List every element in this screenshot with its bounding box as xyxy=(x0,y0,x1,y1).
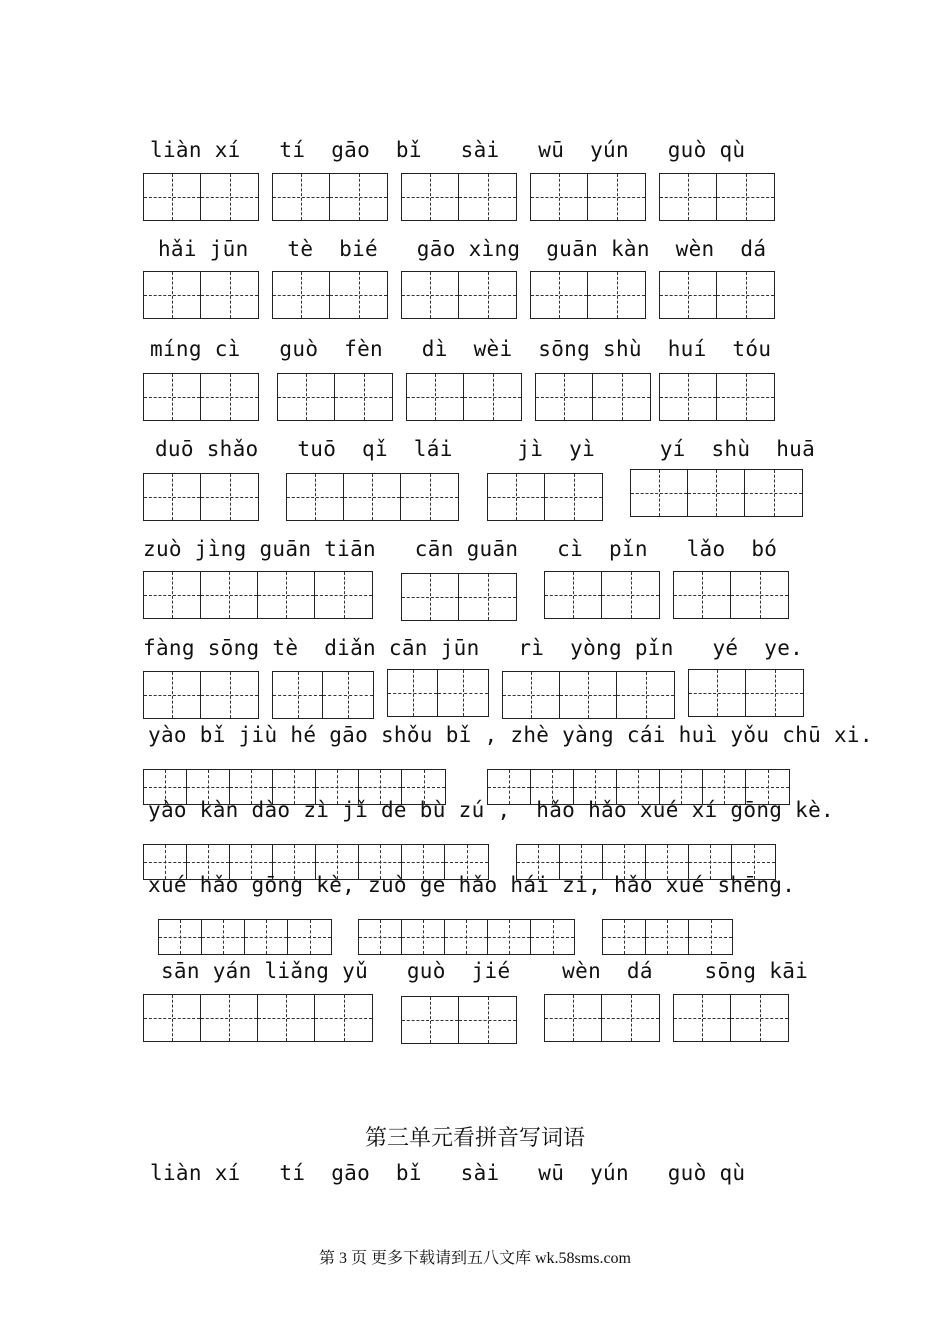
char-cell[interactable] xyxy=(689,670,746,716)
char-cell[interactable] xyxy=(602,995,659,1041)
char-cell[interactable] xyxy=(531,272,588,318)
char-cell[interactable] xyxy=(315,572,372,618)
char-cell[interactable] xyxy=(464,374,521,420)
char-cell[interactable] xyxy=(315,995,372,1041)
char-cell[interactable] xyxy=(401,474,458,520)
char-cell[interactable] xyxy=(330,272,387,318)
char-cell[interactable] xyxy=(258,572,315,618)
char-box-group[interactable] xyxy=(272,173,388,221)
char-box-group[interactable] xyxy=(688,669,804,717)
char-box-group[interactable] xyxy=(544,571,660,619)
char-cell[interactable] xyxy=(617,672,674,718)
char-cell[interactable] xyxy=(278,374,335,420)
char-cell[interactable] xyxy=(201,474,258,520)
char-box-group[interactable] xyxy=(143,571,373,619)
char-cell[interactable] xyxy=(459,574,516,620)
char-box-group[interactable] xyxy=(659,271,775,319)
char-box-group[interactable] xyxy=(673,994,789,1042)
char-box-group[interactable] xyxy=(158,919,332,955)
pinyin-row-4: duō shǎo tuō qǐ lái jì yì yí shù huā xyxy=(142,437,816,461)
char-cell[interactable] xyxy=(323,672,373,718)
pinyin-sentence-3: xué hǎo gōng kè, zuò ge hǎo hái zi, hǎo xué shēng. xyxy=(148,873,796,897)
char-cell[interactable] xyxy=(588,272,645,318)
char-cell[interactable] xyxy=(402,997,459,1043)
char-box-group[interactable] xyxy=(401,271,517,319)
pinyin-row-1: liàn xí tí gāo bǐ sài wū yún guò qù xyxy=(150,138,746,162)
char-box-group[interactable] xyxy=(143,373,259,421)
char-cell[interactable] xyxy=(144,672,201,718)
char-cell[interactable] xyxy=(459,997,516,1043)
char-cell[interactable] xyxy=(445,920,488,954)
char-cell[interactable] xyxy=(674,572,731,618)
char-cell[interactable] xyxy=(646,920,689,954)
pinyin-row-5: zuò jìng guān tiān cān guān cì pǐn lǎo bó xyxy=(143,537,778,561)
char-cell[interactable] xyxy=(688,470,745,516)
char-cell[interactable] xyxy=(402,174,459,220)
pinyin-sentence-2: yào kàn dào zì jǐ de bù zú , hǎo hǎo xué xí gōng kè. xyxy=(148,798,834,822)
char-cell[interactable] xyxy=(402,920,445,954)
char-cell[interactable] xyxy=(593,374,650,420)
char-cell[interactable] xyxy=(531,920,574,954)
pinyin-row-6: fàng sōng tè diǎn cān jūn rì yòng pǐn yé ye. xyxy=(143,636,804,660)
char-box-group[interactable] xyxy=(535,373,651,421)
char-cell[interactable] xyxy=(631,470,688,516)
char-box-group[interactable] xyxy=(358,919,575,955)
page-footer: 第 3 页 更多下载请到五八文库 wk.58sms.com xyxy=(318,1250,631,1267)
char-cell[interactable] xyxy=(201,995,258,1041)
char-cell[interactable] xyxy=(273,272,330,318)
char-box-group[interactable] xyxy=(143,671,259,719)
char-cell[interactable] xyxy=(407,374,464,420)
char-cell[interactable] xyxy=(603,920,646,954)
char-box-group[interactable] xyxy=(401,173,517,221)
char-cell[interactable] xyxy=(201,572,258,618)
char-cell[interactable] xyxy=(201,672,258,718)
char-box-group[interactable] xyxy=(406,373,522,421)
char-box-group[interactable] xyxy=(401,996,517,1044)
char-cell[interactable] xyxy=(503,672,560,718)
char-box-group[interactable] xyxy=(272,671,374,719)
char-box-group[interactable] xyxy=(530,271,646,319)
char-box-group[interactable] xyxy=(401,573,517,621)
char-cell[interactable] xyxy=(144,272,201,318)
char-cell[interactable] xyxy=(717,374,774,420)
char-box-group[interactable] xyxy=(544,994,660,1042)
char-cell[interactable] xyxy=(245,920,288,954)
char-box-group[interactable] xyxy=(487,473,603,521)
char-cell[interactable] xyxy=(536,374,593,420)
char-cell[interactable] xyxy=(438,670,488,716)
char-box-group[interactable] xyxy=(630,469,803,517)
char-cell[interactable] xyxy=(545,474,602,520)
char-cell[interactable] xyxy=(602,572,659,618)
char-cell[interactable] xyxy=(731,995,788,1041)
char-box-group[interactable] xyxy=(673,571,789,619)
char-box-group[interactable] xyxy=(659,373,775,421)
pinyin-row-section-1: liàn xí tí gāo bǐ sài wū yún guò qù xyxy=(150,1161,746,1185)
char-box-group[interactable] xyxy=(602,919,733,955)
char-cell[interactable] xyxy=(335,374,392,420)
char-cell[interactable] xyxy=(745,470,802,516)
char-cell[interactable] xyxy=(330,174,387,220)
char-cell[interactable] xyxy=(273,174,330,220)
char-box-group[interactable] xyxy=(143,271,259,319)
char-cell[interactable] xyxy=(344,474,401,520)
pinyin-row-10: sān yán liǎng yǔ guò jié wèn dá sōng kāi xyxy=(148,959,809,983)
char-box-group[interactable] xyxy=(286,473,459,521)
char-cell[interactable] xyxy=(560,672,617,718)
char-box-group[interactable] xyxy=(387,669,489,717)
char-cell[interactable] xyxy=(201,174,258,220)
section-title: 第三单元看拼音写词语 xyxy=(364,1126,585,1151)
char-cell[interactable] xyxy=(402,272,459,318)
char-cell[interactable] xyxy=(731,572,788,618)
char-cell[interactable] xyxy=(531,174,588,220)
char-cell[interactable] xyxy=(660,174,717,220)
char-cell[interactable] xyxy=(459,174,516,220)
char-cell[interactable] xyxy=(287,474,344,520)
char-cell[interactable] xyxy=(144,174,201,220)
char-cell[interactable] xyxy=(258,995,315,1041)
char-cell[interactable] xyxy=(717,272,774,318)
char-cell[interactable] xyxy=(273,672,323,718)
char-box-group[interactable] xyxy=(272,271,388,319)
char-cell[interactable] xyxy=(402,574,459,620)
char-cell[interactable] xyxy=(588,174,645,220)
char-cell[interactable] xyxy=(674,995,731,1041)
char-box-group[interactable] xyxy=(277,373,393,421)
pinyin-row-2: hǎi jūn tè bié gāo xìng guān kàn wèn dá xyxy=(145,237,767,261)
char-box-group[interactable] xyxy=(530,173,646,221)
pinyin-sentence-1: yào bǐ jiù hé gāo shǒu bǐ , zhè yàng cái huì yǒu chū xi. xyxy=(148,723,873,747)
char-cell[interactable] xyxy=(201,374,258,420)
char-cell[interactable] xyxy=(660,272,717,318)
char-cell[interactable] xyxy=(144,995,201,1041)
char-cell[interactable] xyxy=(288,920,331,954)
char-cell[interactable] xyxy=(459,272,516,318)
char-cell[interactable] xyxy=(689,920,732,954)
char-cell[interactable] xyxy=(545,995,602,1041)
char-cell[interactable] xyxy=(545,572,602,618)
char-cell[interactable] xyxy=(144,474,201,520)
char-box-group[interactable] xyxy=(502,671,675,719)
char-cell[interactable] xyxy=(202,920,245,954)
char-cell[interactable] xyxy=(359,920,402,954)
char-cell[interactable] xyxy=(201,272,258,318)
char-cell[interactable] xyxy=(159,920,202,954)
char-box-group[interactable] xyxy=(143,173,259,221)
char-box-group[interactable] xyxy=(143,473,259,521)
char-cell[interactable] xyxy=(144,374,201,420)
char-box-group[interactable] xyxy=(143,994,373,1042)
pinyin-row-3: míng cì guò fèn dì wèi sōng shù huí tóu xyxy=(150,337,772,361)
char-cell[interactable] xyxy=(388,670,438,716)
char-cell[interactable] xyxy=(717,174,774,220)
char-cell[interactable] xyxy=(488,474,545,520)
char-cell[interactable] xyxy=(746,670,803,716)
char-cell[interactable] xyxy=(488,920,531,954)
char-box-group[interactable] xyxy=(659,173,775,221)
char-cell[interactable] xyxy=(144,572,201,618)
char-cell[interactable] xyxy=(660,374,717,420)
